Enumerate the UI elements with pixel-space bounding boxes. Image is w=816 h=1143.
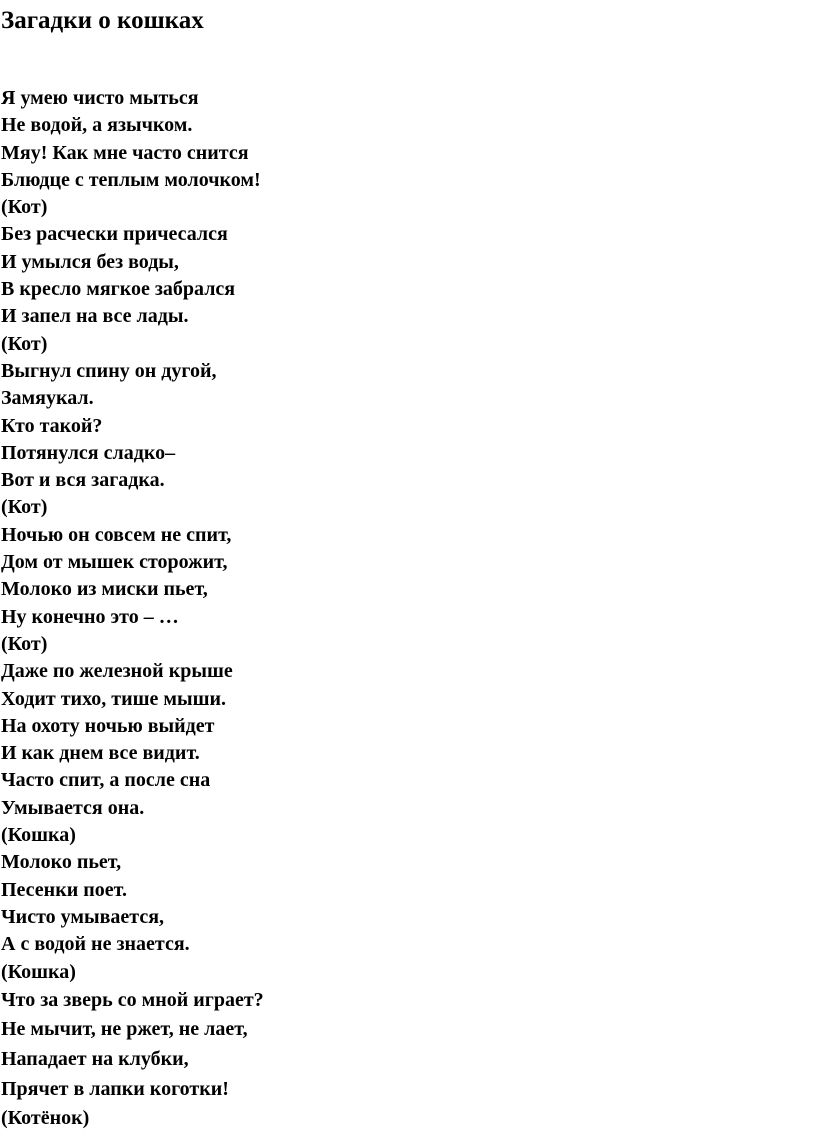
text-line: Молоко из миски пьет,	[1, 578, 208, 601]
text-line: И запел на все лады.	[1, 305, 189, 328]
answer-line: (Котёнок)	[1, 1107, 90, 1130]
text-line: Блюдце с теплым молочком!	[1, 168, 261, 191]
riddle-text	[1, 85, 801, 1134]
text-line: Выгнул спину он дугой,	[1, 359, 217, 382]
text-line: Кто такой?	[1, 414, 103, 437]
text-line: Прячет в лапки коготки!	[1, 1077, 229, 1100]
text-line: В кресло мягкое забрался	[1, 278, 236, 301]
document-title: Загадки о кошках	[1, 7, 204, 34]
text-line: Я умею чисто мыться	[1, 87, 199, 109]
text-line: Ночью он совсем не спит,	[1, 523, 232, 546]
text-line: Что за зверь со мной играет?	[1, 988, 264, 1011]
text-line: А с водой не знается.	[1, 933, 190, 956]
answer-line: (Кот)	[1, 196, 48, 219]
text-line: Песенки поет.	[1, 878, 127, 901]
text-line: Даже по железной крыше	[1, 660, 233, 683]
answer-line: (Кот)	[1, 332, 48, 355]
text-line: Ну конечно это – …	[1, 605, 179, 628]
text-line: Ходит тихо, тише мыши.	[1, 687, 227, 710]
answer-line: (Кошка)	[1, 824, 76, 847]
answer-line: (Кошка)	[1, 960, 76, 983]
text-line: И как днем все видит.	[1, 742, 200, 765]
text-line: Замяукал.	[1, 387, 94, 410]
text-line: Нападает на клубки,	[1, 1047, 189, 1070]
text-line: Не водой, а язычком.	[1, 114, 193, 137]
text-line: Потянулся сладко–	[1, 441, 176, 464]
text-line: Вот и вся загадка.	[1, 469, 165, 492]
text-line: И умылся без воды,	[1, 250, 179, 273]
text-line: Дом от мышек сторожит,	[1, 551, 228, 574]
text-line: На охоту ночью выйдет	[1, 714, 215, 737]
text-line: Не мычит, не ржет, не лает,	[1, 1018, 248, 1041]
text-line: Часто спит, а после сна	[1, 769, 211, 792]
text-line: Без расчески причесался	[1, 223, 228, 246]
text-line: Чисто умывается,	[1, 905, 165, 928]
text-line: Молоко пьет,	[1, 851, 122, 874]
text-line: Мяу! Как мне часто снится	[1, 141, 249, 164]
answer-line: (Кот)	[1, 632, 48, 655]
answer-line: (Кот)	[1, 496, 48, 519]
text-line: Умывается она.	[1, 796, 145, 819]
